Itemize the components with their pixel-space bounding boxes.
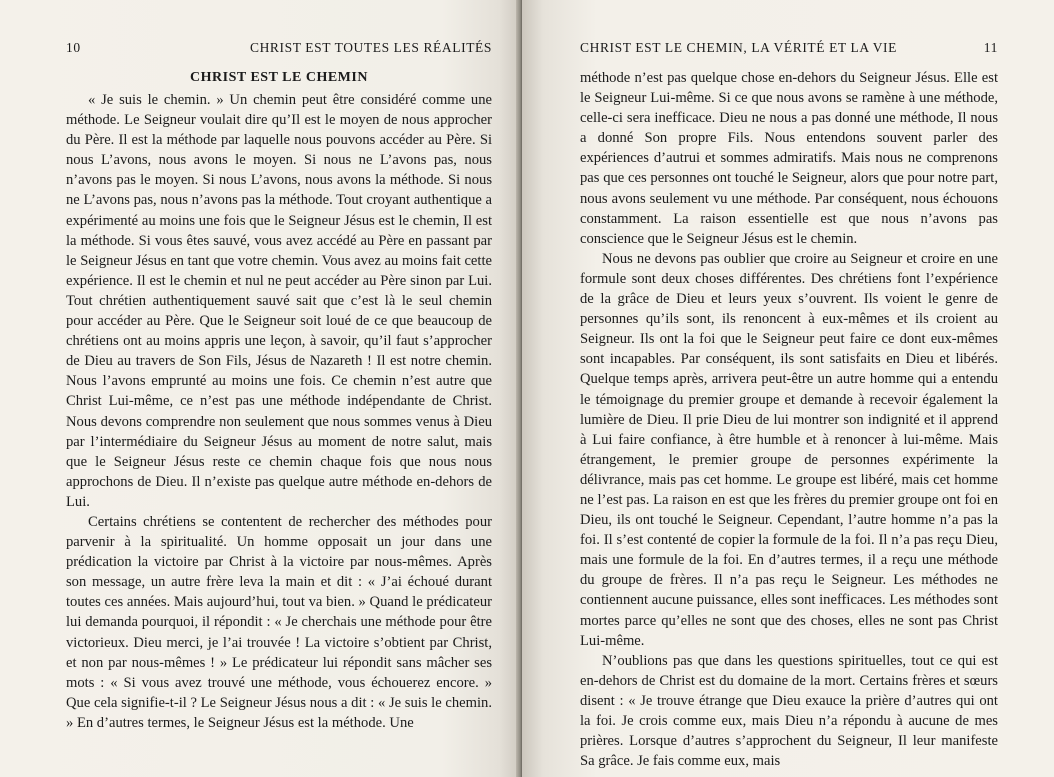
right-paragraph-3: N’oublions pas que dans les questions spirituelles, tout ce qui est en-dehors de Christ est du domaine de la mort. Certains frères et sœurs disent : « Je trouve étrange que Dieu exauce la prière d’autres qui ont la foi. Je crois comme eux, mais Dieu n’a répondu à aucune de mes prières. Lorsque d’autres s’approchent du Seigneur, Il leur manifeste Sa grâce. Je fais comme eux, mais bbox=[580, 652, 998, 770]
right-paragraph-2: Nous ne devons pas oublier que croire au Seigneur et croire en une formule sont deux choses différentes. Des chrétiens font l’expérience de la grâce de Dieu et leurs yeux s’ouvrent. Ils voient le genre de personnes qu’ils sont, ils renoncent à eux-mêmes et ils croient au Seigneur. Ils ont la foi que le Seigneur peut faire ce dont eux-mêmes sont incapables. Par conséquent, ils sont satisfaits en Dieu et libérés. Quelque temps après, arrivera peut-être un autre homme qui a entendu le témoignage du premier groupe et demande à recevoir également la lumière de Dieu. Il prie Dieu de lui montrer son indignité et il apprend à Lui faire confiance, à être humble et à renoncer à lui-même. Mais étrangement, le premier groupe de personnes expérimente la délivrance, mais pas cet homme. Le groupe est libéré, mais cet homme ne l’est pas. La raison en est que les frères du premier groupe ont foi en Dieu, ils ont touché le Seigneur. Cependant, l’autre homme n’a pas la foi. Il s’est contenté de copier la formule de la foi. Il n’a pas reçu Dieu, mais une formule de la foi. En d’autres termes, il a reçu une méthode du groupe de frères. Il n’a pas reçu le Seigneur. Les méthodes ne contiennent aucune puissance, elles sont inefficaces. Les méthodes sont mortes parce qu’elles ne sont que des choses, elles ne sont pas Christ Lui-même. bbox=[580, 250, 998, 649]
left-page-number: 10 bbox=[66, 40, 81, 55]
right-page bbox=[522, 0, 1054, 777]
left-running-head bbox=[66, 40, 492, 62]
right-page-body bbox=[580, 68, 998, 771]
left-page bbox=[0, 0, 520, 777]
right-paragraph-1: méthode n’est pas quelque chose en-dehors du Seigneur Jésus. Elle est le Seigneur Lui-même. Si ce que nous avons se ramène à une méthode, celle-ci sera inefficace. Dieu ne nous a pas donné une méthode, Il nous a donné Son propre Fils. Nous entendons souvent parler des expériences d’autrui et sommes admiratifs. Mais nous ne comprenons pas que ces personnes ont touché le Seigneur, alors que pour notre part, nous avons seulement vu une méthode. Par conséquent, nous échouons constamment. La raison essentielle est que nous n’avons pas conscience que le Seigneur Jésus est le chemin. bbox=[580, 70, 998, 247]
left-paragraph-1: « Je suis le chemin. » Un chemin peut être considéré comme une méthode. Le Seigneur voulait dire qu’Il est le moyen de nous approcher du Père. Il est la méthode par laquelle nous pouvons accéder au Père. Si nous L’avons, nous avons le moyen. Si nous ne L’avons pas, nous n’avons pas le moyen. Si nous L’avons, nous avons la méthode. Si nous ne L’avons pas, nous n’avons pas la méthode. Tout croyant authentique a expérimenté au moins une fois que le Seigneur Jésus est le chemin, Il est la méthode. Si vous êtes sauvé, vous avez accédé au Père en passant par le Seigneur Jésus en tant que votre chemin. Vous avez au moins fait cette expérience. Il est le chemin et nul ne peut accéder au Père sinon par Lui. Tout chrétien authentiquement sauvé sait que c’est là le seul chemin pour accéder au Père. Que le Seigneur soit loué de ce que beaucoup de chrétiens ont au moins appris une leçon, à savoir, qu’il faut s’approcher de Dieu au travers de Son Fils, Jésus de Nazareth ! Il est notre chemin. Nous l’avons emprunté au moins une fois. Ce chemin n’est autre que Christ Lui-même, ce n’est pas une méthode indépendante de Christ. Nous devons comprendre non seulement que nous sommes venus à Dieu par l’intermédiaire du Seigneur Jésus au moment de notre salut, mais que le Seigneur Jésus reste ce chemin chaque fois que nous nous approchons de Dieu. Il n’existe pas quelque autre méthode en-dehors de Lui. bbox=[66, 92, 492, 510]
right-running-head bbox=[580, 40, 998, 62]
right-page-number: 11 bbox=[983, 40, 998, 55]
left-running-head-title: CHRIST EST TOUTES LES RÉALITÉS bbox=[249, 40, 492, 55]
left-page-body bbox=[66, 90, 492, 733]
left-paragraph-2: Certains chrétiens se contentent de rechercher des méthodes pour parvenir à la spiritualité. Un homme opposait un jour dans une prédication la victoire par Christ à la victoire par nous-mêmes. Après son message, un autre frère leva la main et dit : « J’ai échoué durant toutes ces années. Mais aujourd’hui, tout va bien. » Quand le prédicateur lui demanda pourquoi, il répondit : « Je cherchais une méthode pour être victorieux. Dieu merci, je l’ai trouvée ! La victoire s’obtient par Christ, et non par nous-mêmes ! » Le prédicateur lui répondit sans mâcher ses mots : « Si vous avez trouvé une méthode, vous échouerez encore. » Que cela signifie-t-il ? Le Seigneur Jésus nous a dit : « Je suis le chemin. » En d’autres termes, le Seigneur Jésus est la méthode. Une bbox=[66, 513, 492, 731]
right-running-head-title: CHRIST EST LE CHEMIN, LA VÉRITÉ ET LA VIE bbox=[580, 40, 897, 55]
section-title: CHRIST EST LE CHEMIN bbox=[190, 70, 368, 85]
